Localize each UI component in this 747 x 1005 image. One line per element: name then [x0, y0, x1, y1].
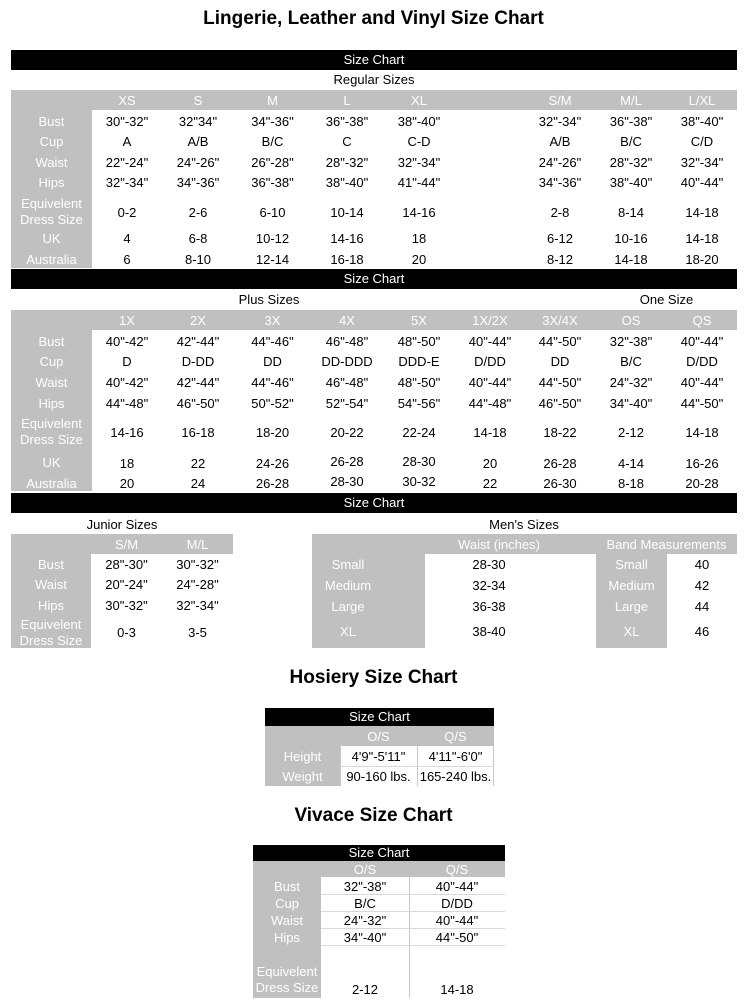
table-cell: 41"-44"	[397, 175, 441, 190]
table-cell: 28"-32"	[325, 155, 369, 170]
table-cell: 4'11"-6'0"	[428, 749, 483, 764]
row-label: Small	[615, 557, 648, 572]
row-label: Weight	[282, 769, 323, 784]
table-cell: 34"-36"	[176, 175, 220, 190]
table-cell: 34"-40"	[343, 930, 387, 945]
row-label: Hips	[38, 396, 65, 411]
table-cell: 165-240 lbs.	[419, 769, 492, 784]
table-cell: 22	[482, 476, 498, 491]
table-cell: 18	[119, 456, 135, 471]
table-cell: 34"-40"	[609, 396, 653, 411]
table-cell: 6-12	[546, 231, 574, 246]
table-cell: 20-28	[685, 476, 719, 491]
row-label: Hips	[38, 175, 65, 190]
table-cell: 42"-44"	[176, 334, 220, 349]
row-label: Waist	[34, 577, 68, 592]
table-cell: D-DD	[181, 354, 215, 369]
table-cell: 38"-40"	[609, 175, 653, 190]
table-cell: 40"-44"	[468, 375, 512, 390]
table-cell: 38"-40"	[680, 114, 724, 129]
row-label: Cup	[39, 134, 64, 149]
table-cell: 24"-26"	[176, 155, 220, 170]
table-cell: 14-16	[110, 425, 144, 440]
table-cell: 24"-28"	[176, 577, 219, 592]
plus-sizes-subtitle: Plus Sizes	[238, 292, 300, 307]
table-cell: 28"-32"	[609, 155, 653, 170]
table-cell: 20"-24"	[105, 577, 148, 592]
row-label: Medium	[608, 578, 655, 593]
plus-header: 3X/4X	[542, 313, 578, 328]
table-cell: 6-10	[259, 205, 286, 220]
table-cell: D/DD	[474, 354, 506, 369]
table-cell: C	[342, 134, 352, 149]
table-cell: 32"-34"	[176, 598, 219, 613]
table-cell: 16-18	[330, 252, 364, 267]
table-cell: 48"-50"	[397, 334, 441, 349]
table-cell: 36"-38"	[251, 175, 294, 190]
table-cell: 32"-34"	[680, 155, 724, 170]
table-cell: 2-6	[188, 205, 208, 220]
row-label: Waist	[270, 913, 304, 928]
row-label: UK	[42, 455, 61, 470]
regular-header: L	[343, 93, 351, 108]
table-cell: 32"-34"	[538, 114, 582, 129]
row-label: Equivelent Dress Size	[20, 416, 83, 447]
size-chart-band: Size Chart	[11, 269, 737, 289]
table-cell: C-D	[407, 134, 431, 149]
plus-header: 1X	[119, 313, 135, 328]
junior-header: M/L	[186, 537, 209, 552]
table-cell: 44"-48"	[105, 396, 149, 411]
table-cell: 44"-48"	[468, 396, 512, 411]
table-cell: 24	[190, 476, 206, 491]
size-chart-band: Size Chart	[11, 493, 737, 513]
table-cell: DD	[263, 354, 282, 369]
table-cell: 30"-32"	[176, 557, 219, 572]
plus-header: 1X/2X	[472, 313, 508, 328]
table-cell: 14-18	[685, 425, 719, 440]
table-cell: D/DD	[686, 354, 718, 369]
row-label: Large	[331, 599, 365, 614]
regular-header: S/M	[548, 93, 572, 108]
row-label: Height	[283, 749, 322, 764]
table-cell: 28-30	[330, 474, 364, 489]
regular-header: S	[193, 93, 203, 108]
grid-line	[340, 766, 494, 767]
vivace-header: Q/S	[445, 862, 469, 877]
table-cell: 12-14	[255, 252, 290, 267]
vivace-header: O/S	[353, 862, 377, 877]
table-cell: 10-16	[614, 231, 648, 246]
row-label: Cup	[39, 354, 64, 369]
row-label: Hips	[273, 930, 300, 945]
table-cell: 40	[694, 557, 710, 572]
table-cell: 22"-24"	[105, 155, 149, 170]
table-cell: 42	[694, 578, 710, 593]
grid-line	[321, 945, 505, 946]
row-label: Equivelent Dress Size	[255, 964, 319, 995]
table-cell: 38"-40"	[325, 175, 369, 190]
mens-sizes-subtitle: Men's Sizes	[489, 517, 559, 532]
row-label: Bust	[273, 879, 300, 894]
vivace-size-chart-band: Size Chart	[253, 845, 505, 861]
table-cell: 32"-38"	[609, 334, 653, 349]
mens-waist-header: Waist (inches)	[458, 537, 540, 552]
table-cell: 16-18	[181, 425, 215, 440]
table-cell: 44"-50"	[538, 334, 582, 349]
table-cell: 18	[411, 231, 427, 246]
table-cell: 10-14	[330, 205, 364, 220]
plus-header: 5X	[411, 313, 427, 328]
table-cell: 44	[694, 599, 710, 614]
table-cell: DDD-E	[398, 354, 440, 369]
table-cell: 24-26	[255, 456, 290, 471]
table-cell: B/C	[354, 896, 376, 911]
row-label: Australia	[26, 476, 77, 491]
regular-header: M/L	[620, 93, 642, 108]
table-cell: 6-8	[188, 231, 208, 246]
table-cell: 90-160 lbs.	[346, 769, 411, 784]
table-cell: 14-18	[685, 205, 719, 220]
table-cell: 24"-32"	[609, 375, 653, 390]
table-cell: 18-20	[255, 425, 290, 440]
junior-sizes-subtitle: Junior Sizes	[86, 517, 158, 532]
table-cell: 40"-44"	[435, 879, 479, 894]
table-cell: 4'9"-5'11"	[351, 749, 406, 764]
row-label: Equivelent Dress Size	[19, 617, 83, 648]
plus-header: 2X	[190, 313, 206, 328]
table-cell: 30"-32"	[105, 114, 149, 129]
table-cell: 40"-44"	[435, 913, 479, 928]
regular-header: XL	[411, 93, 427, 108]
table-cell: 40"-42"	[105, 334, 149, 349]
table-cell: 26-28	[543, 456, 577, 471]
regular-sizes-subtitle: Regular Sizes	[333, 72, 415, 87]
table-cell: 22	[190, 456, 206, 471]
plus-header: 4X	[339, 313, 355, 328]
table-cell: 14-18	[440, 982, 474, 997]
table-cell: A/B	[187, 134, 209, 149]
table-cell: D/DD	[441, 896, 473, 911]
table-cell: D	[122, 354, 132, 369]
table-cell: 8-12	[546, 252, 574, 267]
table-cell: 52"-54"	[325, 396, 369, 411]
table-cell: 0-2	[117, 205, 137, 220]
table-cell: 14-16	[330, 231, 364, 246]
table-cell: 44"-46"	[251, 375, 294, 390]
regular-header: XS	[118, 93, 136, 108]
table-cell: 40"-44"	[680, 175, 724, 190]
row-label: Australia	[26, 252, 77, 267]
table-cell: 28"-30"	[105, 557, 148, 572]
main-title: Lingerie, Leather and Vinyl Size Chart	[203, 8, 544, 29]
row-label: Small	[331, 557, 365, 572]
table-cell: 48"-50"	[397, 375, 441, 390]
table-cell: 26-30	[543, 476, 577, 491]
table-cell: 36-38	[472, 599, 506, 614]
hosiery-title: Hosiery Size Chart	[289, 667, 458, 688]
row-label: XL	[623, 624, 640, 639]
table-cell: DD	[550, 354, 570, 369]
table-cell: 18-20	[685, 252, 719, 267]
table-cell: 26-28	[330, 454, 364, 469]
table-cell: 2-8	[550, 205, 570, 220]
row-label: UK	[42, 231, 61, 246]
table-cell: 28-30	[402, 454, 436, 469]
grid-line	[321, 911, 505, 912]
row-label: Bust	[38, 114, 65, 129]
row-label: Equivelent Dress Size	[20, 196, 83, 227]
table-cell: 34"-36"	[251, 114, 294, 129]
row-label: Medium	[324, 578, 372, 593]
table-cell: 16-26	[685, 456, 719, 471]
regular-header: L/XL	[688, 93, 716, 108]
table-cell: 46"-48"	[325, 375, 369, 390]
table-cell: 20	[119, 476, 135, 491]
table-cell: B/C	[620, 354, 642, 369]
row-label: Bust	[38, 334, 65, 349]
table-cell: 4	[123, 231, 131, 246]
table-cell: 0-3	[117, 625, 136, 640]
table-cell: 10-12	[255, 231, 290, 246]
table-cell: 46	[694, 624, 710, 639]
table-cell: 50"-52"	[251, 396, 294, 411]
table-cell: 3-5	[188, 625, 207, 640]
size-chart-band: Size Chart	[11, 50, 737, 70]
table-cell: 20	[482, 456, 498, 471]
table-cell: 34"-36"	[538, 175, 582, 190]
row-label: Waist	[35, 375, 68, 390]
table-cell: 32"34"	[178, 114, 218, 129]
grid-line	[321, 928, 505, 929]
table-cell: 8-18	[617, 476, 645, 491]
table-cell: 24"-26"	[538, 155, 582, 170]
table-cell: 2-12	[617, 425, 645, 440]
table-cell: 46"-50"	[176, 396, 220, 411]
table-cell: 30"-32"	[105, 598, 148, 613]
row-label: Hips	[37, 598, 64, 613]
table-cell: 40"-44"	[680, 375, 724, 390]
row-label: Cup	[275, 896, 299, 911]
table-cell: 30-32	[402, 474, 436, 489]
table-cell: 32"-34"	[105, 175, 149, 190]
table-cell: 26-28	[255, 476, 290, 491]
grid-line	[321, 894, 505, 895]
table-cell: 20-22	[330, 425, 364, 440]
row-label: XL	[340, 624, 356, 639]
table-cell: 18-22	[543, 425, 577, 440]
table-cell: 32"-34"	[397, 155, 441, 170]
vivace-title: Vivace Size Chart	[294, 805, 453, 826]
table-cell: A	[122, 134, 132, 149]
table-cell: 4-14	[617, 456, 645, 471]
table-cell: 44"-50"	[680, 396, 724, 411]
table-cell: A/B	[549, 134, 571, 149]
table-cell: 44"-50"	[435, 930, 479, 945]
table-cell: 14-18	[685, 231, 719, 246]
table-cell: 44"-46"	[251, 334, 294, 349]
table-cell: 38-40	[472, 624, 506, 639]
regular-header: M	[267, 93, 278, 108]
junior-header: S/M	[114, 537, 139, 552]
table-cell: B/C	[620, 134, 642, 149]
table-cell: DD-DDD	[321, 354, 373, 369]
table-cell: B/C	[261, 134, 284, 149]
plus-header: 3X	[264, 313, 281, 328]
table-cell: 36"-38"	[609, 114, 653, 129]
one-size-subtitle: One Size	[639, 292, 694, 307]
table-cell: 8-14	[617, 205, 645, 220]
plus-header: OS	[621, 313, 641, 328]
table-cell: C/D	[690, 134, 714, 149]
table-cell: 14-16	[402, 205, 436, 220]
table-cell: 32-34	[472, 578, 506, 593]
table-cell: 20	[411, 252, 427, 267]
mens-band-header: Band Measurements	[606, 537, 727, 552]
table-cell: 54"-56"	[397, 396, 441, 411]
table-cell: 46"-50"	[538, 396, 582, 411]
table-cell: 24"-32"	[343, 913, 387, 928]
table-cell: 8-10	[184, 252, 212, 267]
table-cell: 38"-40"	[397, 114, 441, 129]
row-label: Bust	[37, 557, 64, 572]
row-label: Large	[614, 599, 649, 614]
hosiery-header: Q/S	[444, 729, 467, 744]
plus-header: QS	[692, 313, 712, 328]
table-cell: 22-24	[402, 425, 436, 440]
table-cell: 14-18	[473, 425, 507, 440]
table-cell: 44"-50"	[538, 375, 582, 390]
table-cell: 36"-38"	[325, 114, 369, 129]
table-cell: 14-18	[614, 252, 648, 267]
row-label: Waist	[35, 155, 68, 170]
table-cell: 26"-28"	[251, 155, 294, 170]
table-cell: 40"-42"	[105, 375, 149, 390]
table-cell: 40"-44"	[680, 334, 724, 349]
table-cell: 6	[123, 252, 131, 267]
hosiery-header: O/S	[367, 729, 390, 744]
hosiery-size-chart-band: Size Chart	[265, 708, 494, 726]
table-cell: 46"-48"	[325, 334, 369, 349]
table-cell: 28-30	[472, 557, 506, 572]
table-cell: 42"-44"	[176, 375, 220, 390]
table-cell: 2-12	[351, 982, 379, 997]
table-cell: 32"-38"	[343, 879, 387, 894]
table-cell: 40"-44"	[468, 334, 512, 349]
